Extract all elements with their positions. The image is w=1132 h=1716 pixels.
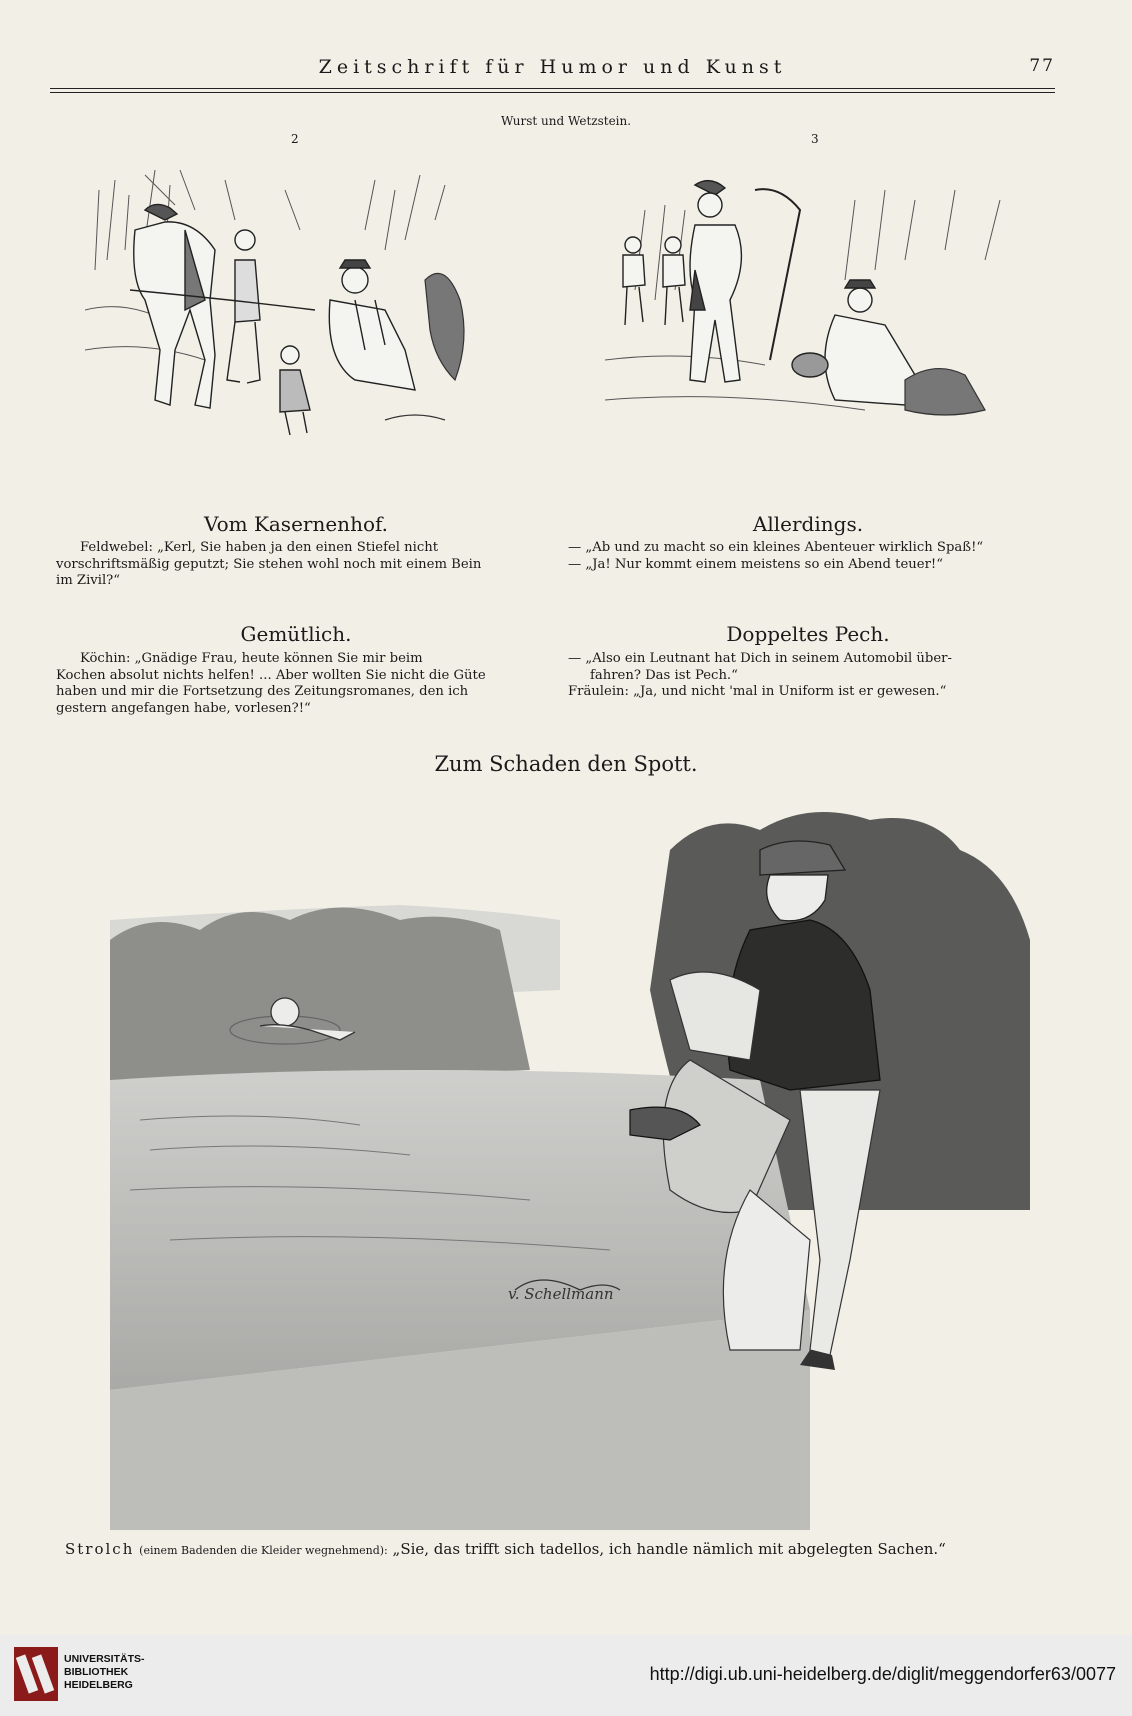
joke-title: Gemütlich.: [240, 622, 352, 646]
series-subtitle: Wurst und Wetzstein.: [500, 114, 632, 128]
main-cartoon-illustration: [110, 790, 1040, 1530]
library-name-line: UNIVERSITÄTS-: [64, 1653, 145, 1665]
artist-signature: v. Schellmann: [508, 1285, 614, 1303]
joke-text: [56, 651, 539, 717]
joke-text: [568, 651, 1048, 701]
caption-quote: „Sie, das trifft sich tadellos, ich handle nämlich mit abgelegten Sachen.“: [392, 1540, 946, 1558]
library-name: [64, 1653, 145, 1692]
joke-title: Allerdings.: [752, 512, 864, 536]
joke-line: vorschriftsmäßig geputzt; Sie stehen wohl noch mit einem Bein: [56, 556, 482, 572]
joke-line: fahren? Das ist Pech.“: [590, 667, 738, 683]
cartoon-title: Zum Schaden den Spott.: [434, 752, 698, 776]
caption-speaker: Strolch: [65, 1540, 135, 1558]
header-rule: [50, 92, 1055, 93]
joke-title: Vom Kasernenhof.: [203, 512, 389, 536]
joke-line: — „Also ein Leutnant hat Dich in seinem Automobil über-: [568, 651, 952, 666]
joke-line: Fräulein: „Ja, und nicht 'mal in Uniform ist er gewesen.“: [568, 684, 947, 699]
library-footer: [0, 1635, 1132, 1716]
page-number: 77: [1029, 56, 1055, 76]
joke-line: haben und mir die Fortsetzung des Zeitungsromanes, den ich: [56, 684, 469, 699]
library-name-line: HEIDELBERG: [64, 1679, 133, 1691]
joke-line: Kochen absolut nichts helfen! ... Aber wollten Sie nicht die Güte: [56, 667, 486, 683]
panel-number: 2: [291, 132, 299, 146]
cartoon-caption: [65, 1540, 1055, 1558]
journal-title: Zeitschrift für Humor und Kunst: [318, 56, 787, 78]
permalink-url[interactable]: http://digi.ub.uni-heidelberg.de/diglit/meggendorfer63/0077: [649, 1664, 1116, 1684]
joke-text: [568, 540, 1048, 573]
joke-text: [56, 540, 539, 590]
illustration-panel-2: [85, 150, 505, 480]
joke-title: Doppeltes Pech.: [726, 622, 890, 646]
joke-line: im Zivil?“: [56, 573, 120, 588]
header-rule: [50, 88, 1055, 89]
joke-line: gestern angefangen habe, vorlesen?!“: [56, 700, 311, 716]
running-header: [50, 56, 1055, 78]
illustration-panel-3: [605, 150, 1025, 470]
caption-stage-direction: (einem Badenden die Kleider wegnehmend):: [139, 1544, 388, 1557]
joke-line: — „Ab und zu macht so ein kleines Abenteuer wirklich Spaß!“: [568, 540, 984, 555]
joke-line: Feldwebel: „Kerl, Sie haben ja den einen Stiefel nicht: [80, 540, 439, 555]
joke-line: Köchin: „Gnädige Frau, heute können Sie mir beim: [80, 651, 423, 666]
joke-line: — „Ja! Nur kommt einem meistens so ein Abend teuer!“: [568, 556, 943, 572]
panel-number: 3: [811, 132, 819, 146]
library-name-line: BIBLIOTHEK: [64, 1666, 129, 1678]
